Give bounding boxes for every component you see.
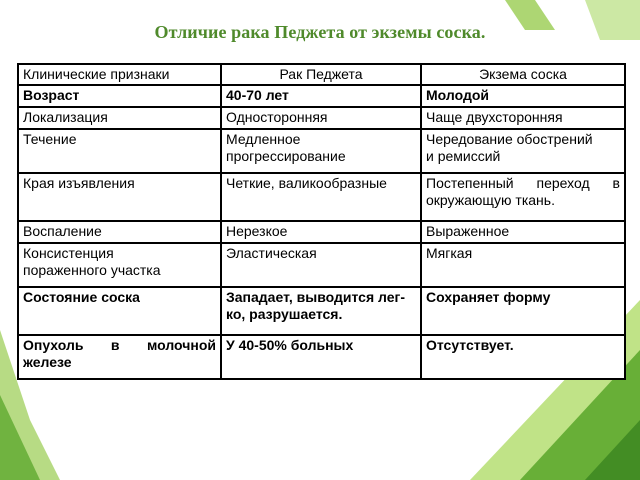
cell-paget <box>221 129 421 173</box>
cell-line: Эластическая <box>226 245 317 261</box>
cell-line: Постепенный переход в <box>426 175 620 191</box>
cell-line: окружающую ткань. <box>426 192 555 208</box>
cell-line: Консистенция <box>23 245 114 261</box>
cell-line: Течение <box>23 131 77 147</box>
cell-eczema <box>421 107 625 129</box>
cell-eczema <box>421 243 625 287</box>
cell-paget <box>221 173 421 221</box>
cell-eczema <box>421 221 625 243</box>
cell-paget <box>221 221 421 243</box>
cell-line: Воспаление <box>23 223 102 239</box>
header-paget-cancer: Рак Педжета <box>221 64 421 85</box>
cell-line: Опухоль в молочной <box>23 337 216 353</box>
cell-paget <box>221 243 421 287</box>
cell-line: Чаще двухсторонняя <box>426 109 563 125</box>
table-row <box>18 221 625 243</box>
cell-line: Односторонняя <box>226 109 328 125</box>
cell-line: железе <box>23 354 72 370</box>
table-row <box>18 287 625 335</box>
cell-line: ко, разрушается. <box>226 306 343 322</box>
cell-paget <box>221 107 421 129</box>
cell-eczema <box>421 287 625 335</box>
slide-title: Отличие рака Педжета от экземы соска. <box>154 22 486 42</box>
cell-line: Нерезкое <box>226 223 288 239</box>
cell-eczema <box>421 173 625 221</box>
cell-line: прогрессирование <box>226 148 346 164</box>
cell-line: Четкие, валикообразные <box>226 175 387 191</box>
cell-eczema <box>421 129 625 173</box>
cell-line: Чередование обострений <box>426 131 593 147</box>
table-row <box>18 129 625 173</box>
cell-paget <box>221 85 421 107</box>
cell-sign <box>18 129 221 173</box>
cell-sign <box>18 335 221 379</box>
cell-line: Западает, выводится лег- <box>226 289 406 305</box>
table-body <box>18 85 625 379</box>
cell-line: и ремиссий <box>426 148 501 164</box>
cell-line: Отсутствует. <box>426 337 514 353</box>
table-row <box>18 243 625 287</box>
cell-eczema <box>421 335 625 379</box>
header-clinical-signs: Клинические признаки <box>18 64 221 85</box>
cell-sign <box>18 287 221 335</box>
cell-line: Локализация <box>23 109 108 125</box>
cell-sign <box>18 107 221 129</box>
cell-line: 40-70 лет <box>226 87 289 103</box>
cell-paget <box>221 335 421 379</box>
cell-line: Состояние соска <box>23 289 140 305</box>
cell-line: Края изъявления <box>23 175 135 191</box>
cell-sign <box>18 85 221 107</box>
comparison-table <box>17 63 626 380</box>
cell-eczema <box>421 85 625 107</box>
table-row <box>18 335 625 379</box>
table-header-row <box>18 64 625 85</box>
cell-line: Сохраняет форму <box>426 289 551 305</box>
header-nipple-eczema: Экзема соска <box>421 64 625 85</box>
cell-line: Мягкая <box>426 245 473 261</box>
cell-line: Медленное <box>226 131 301 147</box>
table-row <box>18 173 625 221</box>
cell-line: Возраст <box>23 87 80 103</box>
table-row <box>18 107 625 129</box>
cell-line: Выраженное <box>426 223 510 239</box>
cell-sign <box>18 173 221 221</box>
cell-paget <box>221 287 421 335</box>
cell-sign <box>18 221 221 243</box>
cell-line: Молодой <box>426 87 489 103</box>
cell-line: У 40-50% больных <box>226 337 354 353</box>
table-row <box>18 85 625 107</box>
cell-sign <box>18 243 221 287</box>
cell-line: пораженного участка <box>23 262 161 278</box>
